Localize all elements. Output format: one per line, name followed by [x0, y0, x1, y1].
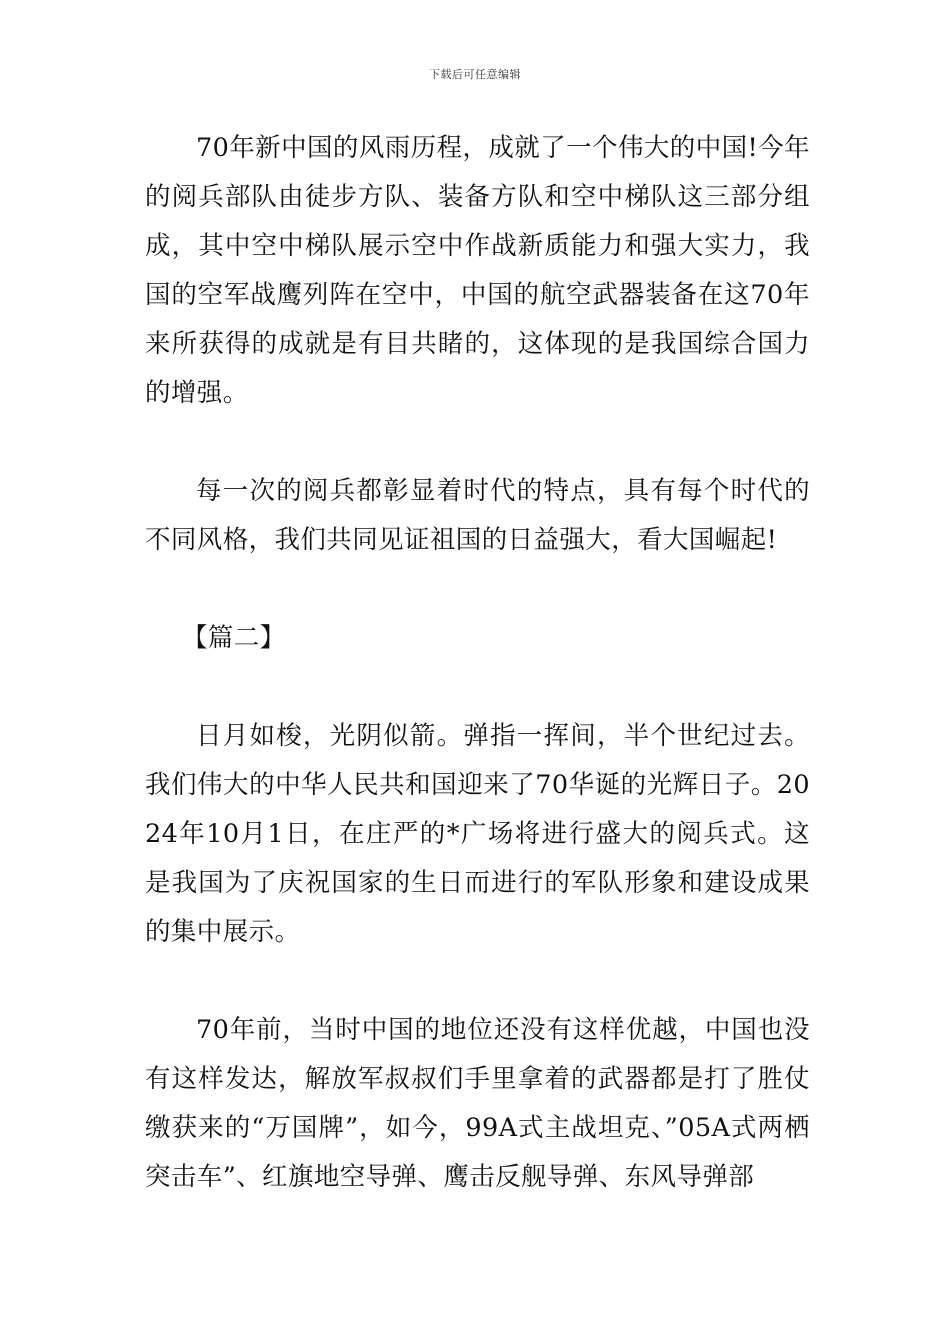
paragraph-spacer [145, 565, 810, 614]
page-header: 下载后可任意编辑 [429, 68, 521, 81]
paragraph-4: 70年前，当时中国的地位还没有这样优越，中国也没有这样发达，解放军叔叔们手里拿着的武器都是打了胜仗缴获来的“万国牌”，如今，99A式主战坦克、”05A式两栖突击车”、红旗地空导弹、鹰击反舰导弹、东风导弹部 [145, 1015, 810, 1192]
paragraph-2: 每一次的阅兵都彰显着时代的特点，具有每个时代的不同风格，我们共同见证祖国的日益强大，看大国崛起! [145, 476, 810, 555]
paragraph-1: 70年新中国的风雨历程，成就了一个伟大的中国!今年的阅兵部队由徒步方队、装备方队和空中梯队这三部分组成，其中空中梯队展示空中作战新质能力和强大实力，我国的空军战鹰列阵在空中，中国的航空武器装备在这70年来所获得的成就是有目共睹的，这体现的是我国综合国力的增强。 [145, 133, 810, 408]
paragraph-spacer [145, 418, 810, 467]
paragraph-spacer [145, 663, 810, 712]
section-heading: 【篇二】 [181, 623, 286, 653]
document-body [145, 124, 810, 1202]
paragraph-spacer [145, 957, 810, 1006]
paragraph-3: 日月如梭，光阴似箭。弹指一挥间，半个世纪过去。我们伟大的中华人民共和国迎来了70华诞的光辉日子。2024年10月1日，在庄严的*广场将进行盛大的阅兵式。这是我国为了庆祝国家的生日而进行的军队形象和建设成果的集中展示。 [145, 721, 810, 947]
